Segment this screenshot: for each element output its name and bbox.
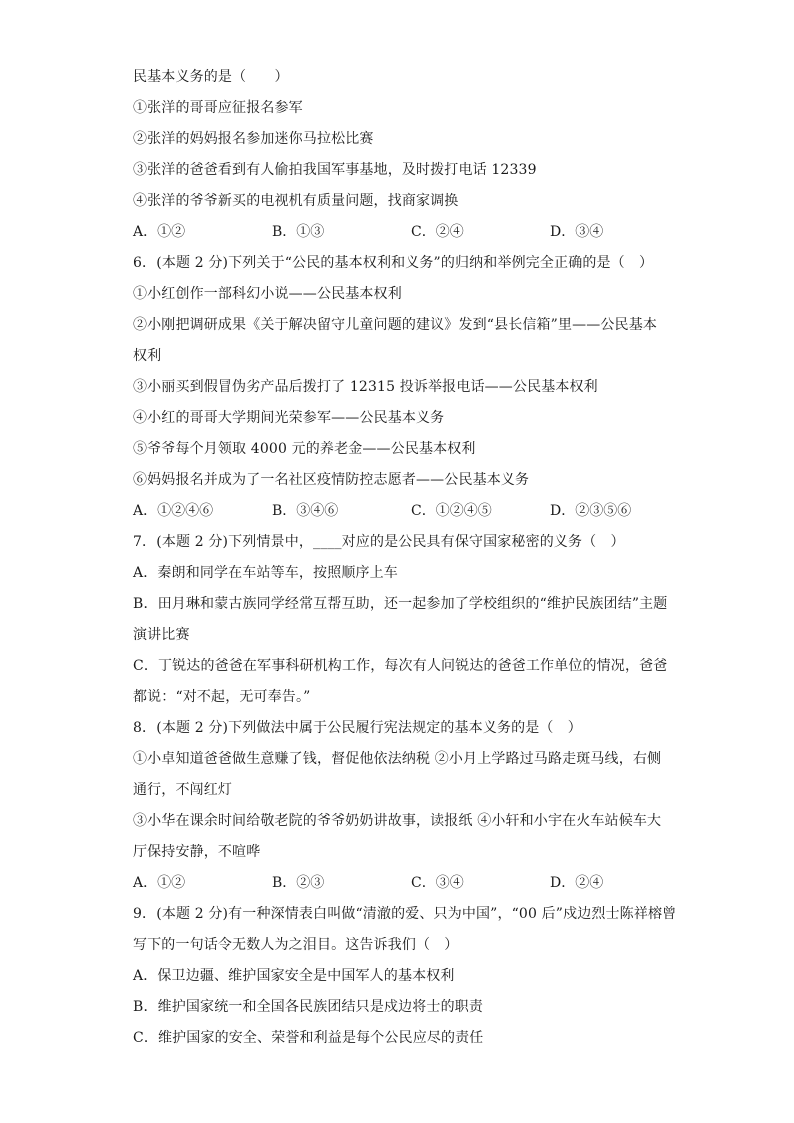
- q5-stem-tail: 民基本义务的是（ ）: [133, 69, 289, 85]
- q5-option-c: C．②④: [411, 224, 464, 240]
- q6-option-a: A．①②④⑥: [133, 503, 214, 519]
- q6-option-b: B．③④⑥: [272, 503, 339, 519]
- q9-option-a: A．保卫边疆、维护国家安全是中国军人的基本权利: [133, 968, 455, 984]
- q5-item-4: ④张洋的爷爷新买的电视机有质量问题，找商家调换: [133, 193, 459, 209]
- q5-options: [133, 217, 673, 248]
- q5-item-1: ①张洋的哥哥应征报名参军: [133, 100, 303, 116]
- q6-stem: 6．(本题 2 分)下列关于“公民的基本权利和义务”的归纳和举例完全正确的是（ ）: [133, 255, 654, 271]
- q6-item-2: ②小刚把调研成果《关于解决留守儿童问题的建议》发到“县长信箱”里——公民基本: [133, 317, 658, 333]
- q7-option-c-cont: 都说：“对不起，无可奉告。”: [133, 689, 311, 705]
- document-content: [133, 62, 677, 1054]
- q6-option-d: D．②③⑤⑥: [550, 503, 632, 519]
- q9-stem: 9．(本题 2 分)有一种深情表白叫做“清澈的爱、只为中国”，“00 后”戍边烈士陈祥榕曾: [133, 906, 677, 922]
- q6-options: [133, 496, 673, 527]
- q8-items-1-2: ①小卓知道爸爸做生意赚了钱，督促他依法纳税 ②小月上学路过马路走斑马线，右侧: [133, 751, 662, 767]
- q9-stem-cont: 写下的一句话令无数人为之泪目。这告诉我们（ ）: [133, 937, 459, 953]
- q8-options: [133, 868, 673, 899]
- q8-option-b: B．②③: [272, 875, 325, 891]
- q6-item-3: ③小丽买到假冒伪劣产品后拨打了 12315 投诉举报电话——公民基本权利: [133, 379, 598, 395]
- q5-option-a: A．①②: [133, 224, 186, 240]
- q8-items-3-4: ③小华在课余时间给敬老院的爷爷奶奶讲故事，读报纸 ④小轩和小宇在火车站候车大: [133, 813, 662, 829]
- q6-item-2-cont: 权利: [133, 348, 162, 364]
- q5-item-2: ②张洋的妈妈报名参加迷你马拉松比赛: [133, 131, 374, 147]
- q7-option-b: B．田月琳和蒙古族同学经常互帮互助，还一起参加了学校组织的“维护民族团结”主题: [133, 596, 668, 612]
- q8-items-1-2-cont: 通行，不闯红灯: [133, 782, 233, 798]
- q6-item-6: ⑥妈妈报名并成为了一名社区疫情防控志愿者——公民基本义务: [133, 472, 530, 488]
- q9-option-b: B．维护国家统一和全国各民族团结只是戍边将士的职责: [133, 999, 484, 1015]
- q5-option-b: B．①③: [272, 224, 325, 240]
- q6-item-1: ①小红创作一部科幻小说——公民基本权利: [133, 286, 402, 302]
- q7-option-a: A．秦朗和同学在车站等车，按照顺序上车: [133, 565, 398, 581]
- q7-stem: 7．(本题 2 分)下列情景中，____对应的是公民具有保守国家秘密的义务（ ）: [133, 534, 625, 550]
- q8-items-3-4-cont: 厅保持安静，不喧哗: [133, 844, 261, 860]
- q8-option-c: C．③④: [411, 875, 464, 891]
- q6-item-5: ⑤爷爷每个月领取 4000 元的养老金——公民基本权利: [133, 441, 476, 457]
- q8-stem: 8．(本题 2 分)下列做法中属于公民履行宪法规定的基本义务的是（ ）: [133, 720, 582, 736]
- q5-item-3: ③张洋的爸爸看到有人偷拍我国军事基地，及时拨打电话 12339: [133, 162, 537, 178]
- q7-option-c: C．丁锐达的爸爸在军事科研机构工作，每次有人问锐达的爸爸工作单位的情况，爸爸: [133, 658, 668, 674]
- q6-item-4: ④小红的哥哥大学期间光荣参军——公民基本义务: [133, 410, 445, 426]
- q6-option-c: C．①②④⑤: [411, 503, 492, 519]
- q8-option-d: D．②④: [550, 875, 604, 891]
- q8-option-a: A．①②: [133, 875, 186, 891]
- q9-option-c: C．维护国家的安全、荣誉和利益是每个公民应尽的责任: [133, 1030, 484, 1046]
- q5-option-d: D．③④: [550, 224, 604, 240]
- q7-option-b-cont: 演讲比赛: [133, 627, 190, 643]
